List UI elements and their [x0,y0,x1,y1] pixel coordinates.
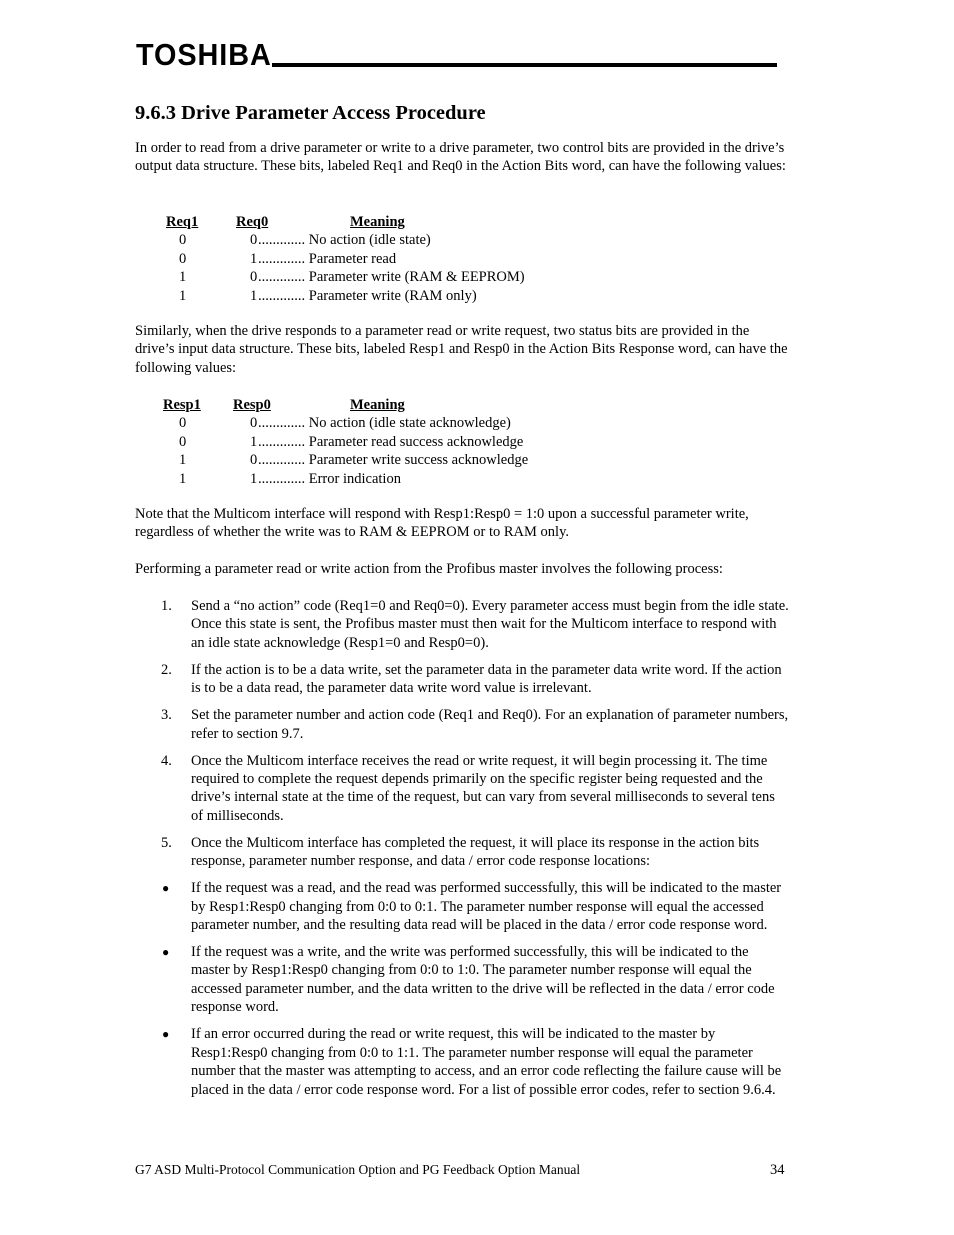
step-text: If the action is to be a data write, set the parameter data in the parameter data write word. If the action is to be a data read, the parameter data write word value is irrelevant. [191,661,782,697]
meaning-value: ............. Error indication [258,470,401,487]
resp1-value: 0 [179,433,187,450]
resp1-value: 1 [179,452,187,469]
step-number: 3. [161,707,172,724]
meaning-value: ............. Parameter write (RAM only) [258,287,477,304]
req0-value: 1 [250,250,258,267]
step-text: Once the Multicom interface receives the read or write request, it will begin processing it. The time required to complete the request depends primarily on the specific register being requested and the drive’s internal state at the time of the request, but can vary from several milliseconds to several tens of milliseconds. [191,752,775,824]
page-number: 34 [770,1162,785,1178]
bullet-icon: ● [162,945,170,960]
bullet-text: If the request was a read, and the read was performed successfully, this will be indicated to the master by Resp1:Resp0 changing from 0:0 to 0:1. The parameter number response will equal the accessed parameter number, and the resulting data read will be placed in the data / error code response word. [191,880,782,934]
req1-header: Req1 [166,214,199,230]
resp0-value: 1 [250,433,258,450]
req-table-header [135,213,635,231]
step-text: Send a “no action” code (Req1=0 and Req0=0). Every parameter access must begin from the idle state. Once this state is sent, the Profibus master must then wait for the Multicom interface to respond with an idle state acknowledge (Resp1=0 and Resp0=0). [191,598,789,651]
table-row [135,287,635,305]
intro-paragraph: In order to read from a drive parameter or write to a drive parameter, two control bits are provided in the drive’s output data structure. These bits, labeled Req1 and Req0 in the Action Bits word, can have the following values: [135,140,786,175]
resp-table-header [135,396,635,414]
step-number: 5. [161,834,172,851]
meaning-value: ............. No action (idle state acknowledge) [258,415,511,432]
meaning-header: Meaning [350,397,405,413]
meaning-value: ............. No action (idle state) [258,232,431,249]
req0-value: 0 [250,232,258,249]
resp1-header: Resp1 [163,397,201,413]
req-table [135,213,635,305]
resp1-value: 1 [179,470,187,487]
table-row [135,414,635,432]
step-number: 4. [161,752,172,769]
header-rule [272,63,777,67]
note-paragraph: Note that the Multicom interface will respond with Resp1:Resp0 = 1:0 upon a successful parameter write, regardless of whether the write was to RAM & EEPROM or to RAM only. [135,506,749,541]
toshiba-logo: TOSHIBA [136,37,272,72]
process-list [135,597,790,1108]
table-row [135,231,635,249]
meaning-value: ............. Parameter write (RAM & EEPROM) [258,269,525,286]
section-title: 9.6.3 Drive Parameter Access Procedure [135,102,486,124]
list-item [135,597,790,652]
table-row [135,470,635,488]
step-number: 1. [161,598,172,614]
req0-value: 0 [250,269,258,286]
table-row [135,433,635,451]
req1-value: 1 [179,287,187,304]
list-item [135,661,790,698]
table-row [135,268,635,286]
meaning-header: Meaning [350,214,405,230]
resp0-header: Resp0 [233,397,271,413]
step-text: Set the parameter number and action code (Req1 and Req0). For an explanation of parameter numbers, refer to section 9.7. [191,707,789,742]
resp-table [135,396,635,488]
meaning-value: ............. Parameter read [258,250,397,267]
req1-value: 0 [179,250,187,267]
resp1-value: 0 [179,415,187,432]
similarly-paragraph: Similarly, when the drive responds to a parameter read or write request, two status bits are provided in the drive’s input data structure. These bits, labeled Resp1 and Resp0 in the Action Bits Response word, can have the following values: [135,323,788,376]
list-item [135,879,790,934]
footer-title: G7 ASD Multi-Protocol Communication Option and PG Feedback Option Manual [135,1162,581,1177]
req1-value: 0 [179,232,187,249]
resp0-value: 0 [250,452,258,469]
req1-value: 1 [179,269,187,286]
list-item [135,1025,790,1099]
table-row [135,250,635,268]
bullet-icon: ● [162,881,170,896]
performing-paragraph: Performing a parameter read or write action from the Profibus master involves the following process: [135,561,723,577]
list-item [135,752,790,826]
list-item [135,943,790,1017]
req0-header: Req0 [236,214,269,230]
bullet-icon: ● [162,1027,170,1042]
resp0-value: 0 [250,415,258,432]
list-item [135,834,790,871]
step-number: 2. [161,661,172,678]
table-row [135,451,635,469]
resp0-value: 1 [250,470,258,487]
step-text: Once the Multicom interface has completed the request, it will place its response in the action bits response, parameter number response, and data / error code response locations: [191,834,760,870]
req0-value: 1 [250,287,258,304]
meaning-value: ............. Parameter read success acknowledge [258,433,524,450]
meaning-value: ............. Parameter write success acknowledge [258,452,529,469]
bullet-text: If the request was a write, and the write was performed successfully, this will be indicated to the master by Resp1:Resp0 changing from 0:0 to 1:0. The parameter number response will equal the accessed parameter number, and the data written to the drive will be reflected in the data / error code response word. [191,944,775,1016]
list-item [135,706,790,743]
bullet-text: If an error occurred during the read or write request, this will be indicated to the master by Resp1:Resp0 changing from 0:0 to 1:1. The parameter number response will equal the parameter number that the master was attempting to access, and an error code reflecting the failure cause will be placed in the data / error code response word. For a list of possible error codes, refer to section 9.6.4. [191,1026,782,1098]
